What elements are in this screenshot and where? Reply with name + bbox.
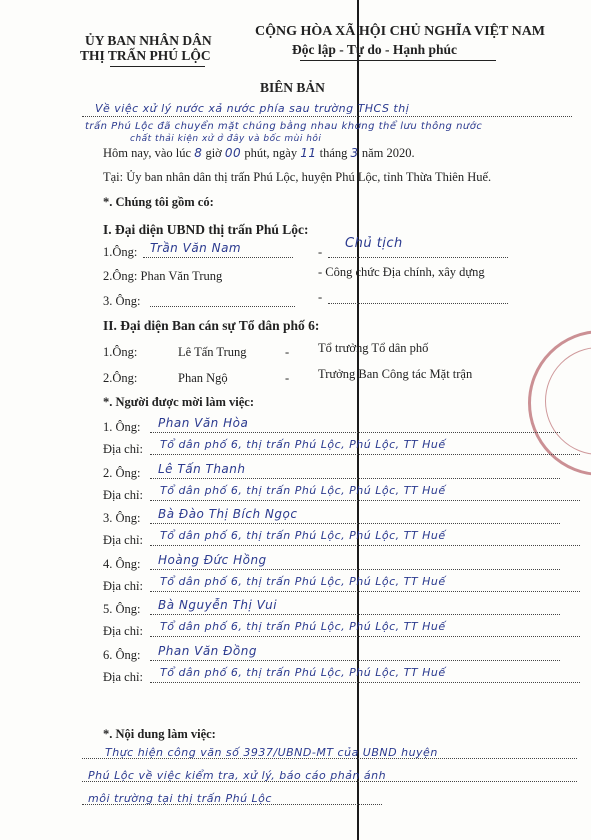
nation-title: CỘNG HÒA XÃ HỘI CHỦ NGHĨA VIỆT NAM	[255, 24, 546, 39]
ubnd-row-3-role-dots	[328, 303, 508, 304]
time-line	[103, 146, 415, 161]
invited-name-dots	[150, 569, 560, 570]
location-line: Tại: Ủy ban nhân dân thị trấn Phú Lộc, huyện Phú Lộc, tỉnh Thừa Thiên Huế.	[103, 170, 492, 184]
content-line-2: Phú Lộc về việc kiểm tra, xử lý, báo cáo phản ánh	[88, 769, 387, 782]
invited-address: Tổ dân phố 6, thị trấn Phú Lộc, Phú Lộc, TT Huế	[160, 620, 446, 633]
motto-underline	[300, 60, 496, 61]
invited-name-dots	[150, 523, 560, 524]
cansu-row-1-role: Tổ trưởng Tổ dân phố	[318, 341, 429, 355]
time-month-label: tháng	[319, 146, 348, 160]
time-month: 3	[350, 146, 359, 160]
cansu-heading: II. Đại diện Ban cán sự Tổ dân phố 6:	[103, 318, 320, 333]
time-hour-label: giờ	[205, 146, 222, 160]
time-minute: 00	[224, 146, 242, 160]
invited-name-dots	[150, 614, 560, 615]
ubnd-row-1-label: 1.Ông:	[103, 245, 138, 259]
time-minute-label: phút, ngày	[244, 146, 298, 160]
cansu-row-2-label: 2.Ông:	[103, 371, 138, 385]
document-title: BIÊN BẢN	[260, 80, 325, 95]
motto: Độc lập - Tự do - Hạnh phúc	[292, 42, 458, 57]
time-year: năm 2020.	[361, 146, 415, 160]
invited-address-label: Địa chỉ:	[103, 442, 143, 456]
invited-address-label: Địa chỉ:	[103, 487, 143, 502]
invited-address-dots	[150, 545, 580, 546]
content-heading: *. Nội dung làm việc:	[103, 727, 216, 741]
ubnd-row-2-role: - Công chức Địa chính, xây dựng	[318, 265, 485, 279]
invited-person-label: 1. Ông:	[103, 420, 141, 434]
invited-address-label: Địa chỉ:	[103, 533, 143, 547]
invited-person-label: 4. Ông:	[103, 556, 141, 571]
invited-address: Tổ dân phố 6, thị trấn Phú Lộc, Phú Lộc, TT Huế	[160, 483, 446, 497]
subject-line-3: chất thải kiện xử ở đây và bốc mùi hôi	[130, 134, 322, 144]
invited-address: Tổ dân phố 6, thị trấn Phú Lộc, Phú Lộc, TT Huế	[160, 438, 446, 451]
invited-person-name: Lê Tấn Thanh	[158, 461, 246, 476]
invited-address: Tổ dân phố 6, thị trấn Phú Lộc, Phú Lộc, TT Huế	[160, 665, 446, 679]
ubnd-row-3-label: 3. Ông:	[103, 294, 141, 308]
invited-person-name: Bà Đào Thị Bích Ngọc	[158, 507, 298, 521]
invited-address-dots	[150, 636, 580, 637]
org-name-line2: THỊ TRẤN PHÚ LỘC	[80, 48, 211, 63]
subject-line-1: Về việc xử lý nước xả nước phía sau trường THCS thị	[95, 102, 410, 115]
cansu-row-1-dash: -	[285, 345, 290, 359]
invited-person-label: 6. Ông:	[103, 647, 141, 662]
time-day: 11	[300, 146, 317, 160]
ubnd-heading: I. Đại diện UBND thị trấn Phú Lộc:	[103, 222, 309, 237]
time-hour: 8	[194, 146, 203, 160]
ubnd-row-2-label: 2.Ông: Phan Văn Trung	[103, 269, 223, 283]
ubnd-row-1-role: Chủ tịch	[345, 236, 403, 251]
ubnd-row-1-role-dots	[328, 257, 508, 258]
ubnd-row-1-dots	[143, 257, 293, 258]
content-line-3: môi trường tại thị trấn Phú Lộc	[88, 792, 272, 805]
invited-person-name: Bà Nguyễn Thị Vui	[158, 598, 278, 612]
invited-person-label: 2. Ông:	[103, 465, 141, 480]
members-heading: *. Chúng tôi gồm có:	[103, 195, 214, 209]
invited-person-name: Phan Văn Hòa	[158, 416, 249, 430]
invited-address-dots	[150, 591, 580, 592]
ubnd-row-1-name: Trần Văn Nam	[150, 241, 242, 255]
invited-name-dots	[150, 660, 560, 661]
content-line-1: Thực hiện công văn số 3937/UBND-MT của UBND huyện	[105, 746, 438, 759]
ubnd-row-1-dash: -	[318, 245, 323, 259]
cansu-row-2-name: Phan Ngộ	[178, 371, 228, 385]
invited-person-name: Hoàng Đức Hồng	[158, 552, 267, 567]
invited-address: Tổ dân phố 6, thị trấn Phú Lộc, Phú Lộc, TT Huế	[160, 529, 446, 542]
invited-person-label: 3. Ông:	[103, 511, 141, 525]
cansu-row-2-dash: -	[285, 371, 290, 385]
invited-person-label: 5. Ông:	[103, 602, 141, 616]
invited-name-dots	[150, 432, 560, 433]
invited-address-label: Địa chỉ:	[103, 624, 143, 638]
invited-address-label: Địa chỉ:	[103, 578, 143, 593]
subject-line-2: trấn Phú Lộc đã chuyển mặt chúng bằng nhau khơng thể lưu thông nước	[85, 121, 483, 132]
invited-address-dots	[150, 454, 580, 455]
time-prefix: Hôm nay, vào lúc	[103, 146, 192, 160]
invited-address-dots	[150, 682, 580, 683]
ubnd-row-3-dash: -	[318, 290, 323, 304]
invited-person-name: Phan Văn Đồng	[158, 643, 257, 658]
cansu-row-2-role: Trưởng Ban Công tác Mặt trận	[318, 367, 473, 381]
subject-dots-1	[82, 116, 572, 117]
invited-address: Tổ dân phố 6, thị trấn Phú Lộc, Phú Lộc, TT Huế	[160, 574, 446, 588]
org-name-line1: ỦY BAN NHÂN DÂN	[85, 33, 212, 48]
invited-name-dots	[150, 478, 560, 479]
ubnd-row-3-dots	[150, 306, 295, 307]
cansu-row-1-label: 1.Ông:	[103, 345, 138, 359]
invited-address-label: Địa chỉ:	[103, 669, 143, 684]
invited-address-dots	[150, 500, 580, 501]
cansu-row-1-name: Lê Tấn Trung	[178, 345, 247, 359]
org-underline	[110, 66, 205, 67]
invited-heading: *. Người được mời làm việc:	[103, 395, 255, 409]
